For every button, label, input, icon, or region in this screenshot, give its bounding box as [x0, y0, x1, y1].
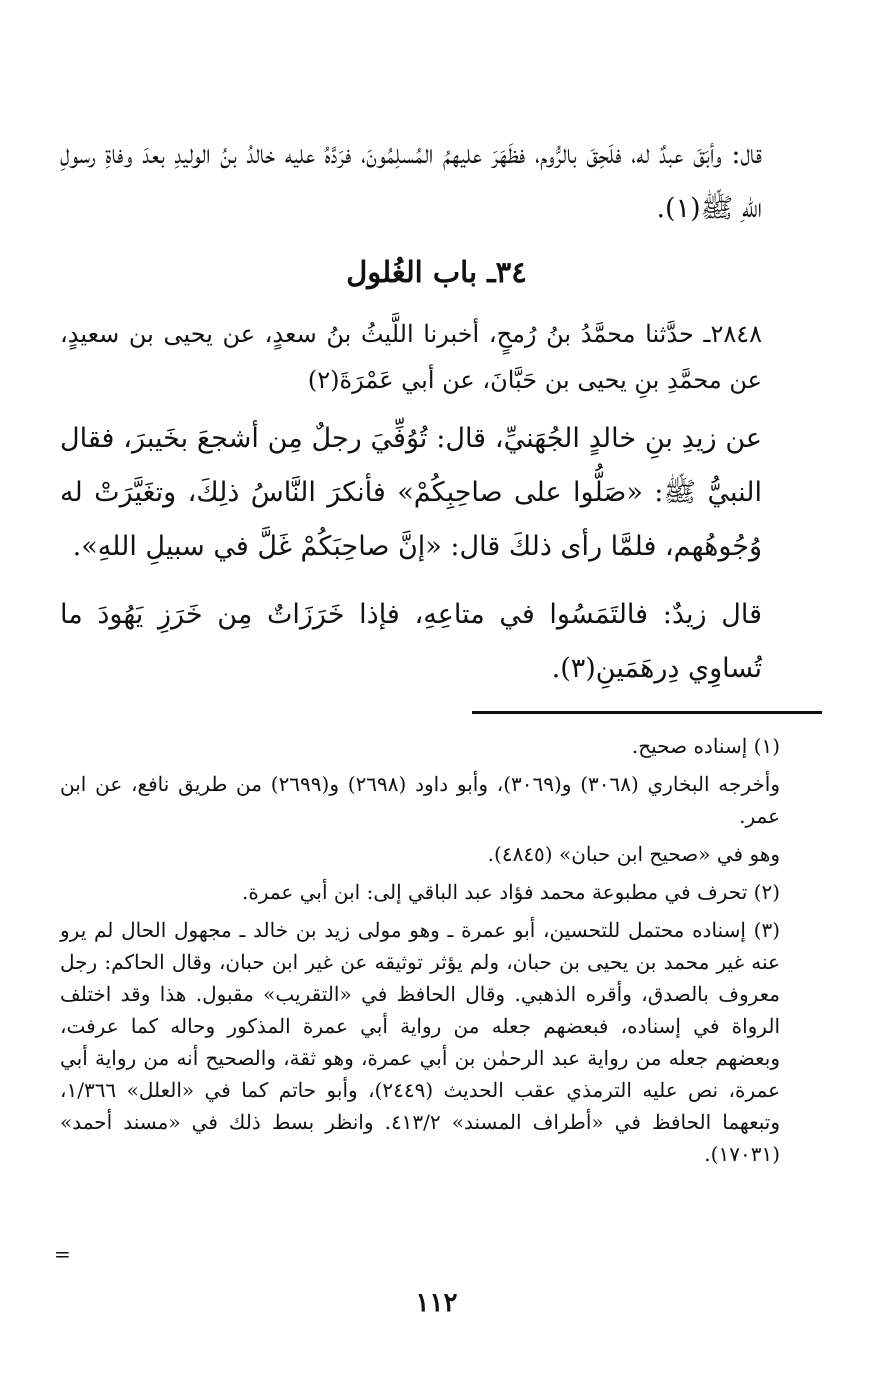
hadith-continuation-block	[60, 588, 820, 696]
paragraph: عن زيدِ بنِ خالدٍ الجُهَنيِّ، قال: تُوُفِّيَ رجلٌ مِن أشجعَ بخَيبرَ، فقال النبيُّ ﷺ: «صَلُّوا على صاحِبِكُمْ» فأنكرَ النَّاسُ ذلِكَ، وتغَيَّرَتْ له وُجُوهُهم، فلمَّا رأى ذلكَ قال: «إنَّ صاحِبَكُمْ غَلَّ في سبيلِ اللهِ».	[60, 423, 762, 562]
paragraph: ٢٨٤٨ـ حدَّثنا محمَّدُ بنُ رُمحٍ، أخبرنا اللَّيثُ بنُ سعدٍ، عن يحيى بن سعيدٍ، عن محمَّدِ بنِ يحيى بن حَبَّانَ، عن أبي عَمْرَةَ(٢)	[60, 320, 762, 394]
isnad-block	[60, 311, 820, 403]
chapter-heading: ٣٤ـ باب الغُلول	[346, 255, 527, 289]
footnote-divider	[472, 711, 822, 714]
footnote-1: (١) إسناده صحيح.	[631, 734, 780, 758]
paragraph: قال: وأبَقَ عبدٌ له، فلَحِقَ بالرُّوم، فظَهَرَ عليهمُ المُسلِمُونَ، فرَدَّهُ عليه خالدُ بنُ الوليدِ بعدَ وفاةِ رسولِ اللهِ ﷺ(١).	[60, 139, 762, 224]
hadith-matn-block	[60, 412, 820, 574]
page-number: ١١٢	[415, 1288, 458, 1318]
footnote-1-cont: وأخرجه البخاري (٣٠٦٨) و(٣٠٦٩)، وأبو داود (٢٦٩٨) و(٢٦٩٩) من طريق نافع، عن ابن عمر.	[60, 772, 781, 828]
footnote-2: (٢) تحرف في مطبوعة محمد فؤاد عبد الباقي إلى: ابن أبي عمرة.	[242, 880, 780, 904]
footnotes	[60, 730, 820, 1176]
hadith-text-block	[60, 128, 820, 236]
footnote-3: (٣) إسناده محتمل للتحسين، أبو عمرة ـ وهو مولى زيد بن خالد ـ مجهول الحال لم يرو عنه غير محمد بن يحيى بن حبان، ولم يؤثر توثيقه عن غير ابن حبان، وقال الحاكم: رجل معروف بالصدق، وأقره الذهبي. وقال الحافظ في «التقريب» مقبول. هذا وقد اختلف الرواة في إسناده، فبعضهم جعله من رواية أبي عمرة المذكور وحاله كما عرفت، وبعضهم جعله من رواية عبد الرحمٰن بن أبي عمرة، وهو ثقة، والصحيح أنه من رواية أبي عمرة، نص عليه الترمذي عقب الحديث (٢٤٤٩)، وأبو حاتم كما في «العلل» ١/٣٦٦، وتبعهما الحافظ في «أطراف المسند» ٤١٣/٢. وانظر بسط ذلك في «مسند أحمد» (١٧٠٣١).	[60, 918, 781, 1166]
continuation-mark: =	[54, 1242, 71, 1266]
paragraph: قال زيدٌ: فالتَمَسُوا في متاعِهِ، فإذا خَرَزَاتٌ مِن خَرَزِ يَهُودَ ما تُساوِي دِرهَمَينِ(٣).	[60, 599, 762, 684]
footnote-1-cont2: وهو في «صحيح ابن حبان» (٤٨٤٥).	[487, 842, 780, 866]
